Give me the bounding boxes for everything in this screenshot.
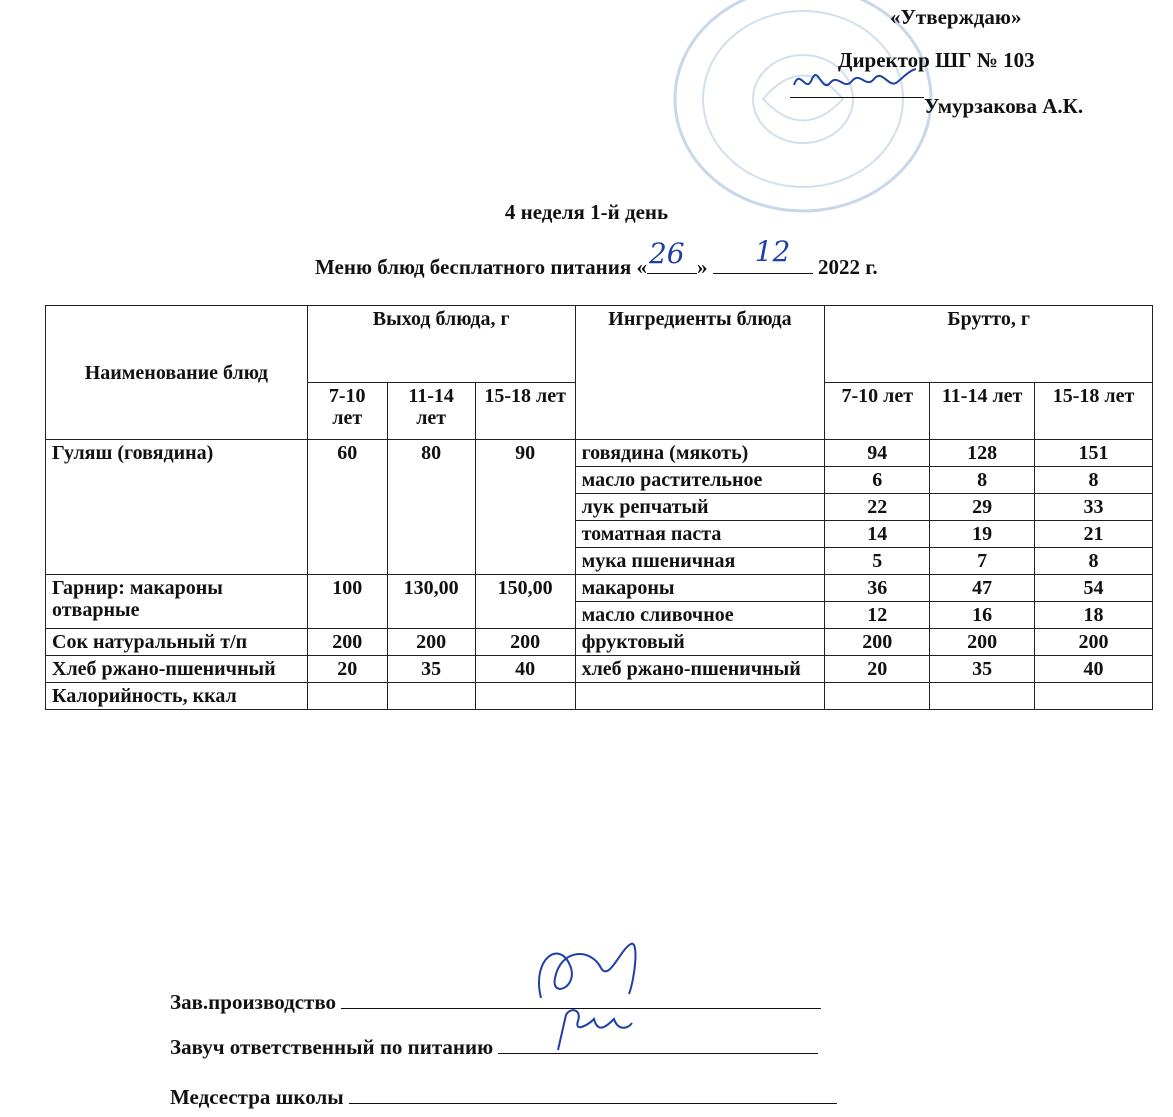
brutto-value: 8 (1035, 548, 1153, 575)
brutto-value: 16 (930, 602, 1035, 629)
brutto-value: 128 (930, 440, 1035, 467)
brutto-value: 200 (1035, 629, 1153, 656)
brutto-value: 94 (825, 440, 930, 467)
brutto-value: 14 (825, 521, 930, 548)
handwritten-signature-icon (521, 938, 661, 1008)
calories-brutto-empty (1035, 683, 1153, 710)
brutto-value: 8 (930, 467, 1035, 494)
zavuch-signature-line (498, 1035, 818, 1054)
calories-value (307, 683, 387, 710)
approve-label: «Утверждаю» (890, 5, 1022, 29)
director-signature-line (790, 79, 1083, 119)
quote-close: » (696, 255, 708, 279)
year-label: 2022 г. (817, 255, 878, 279)
header-output-7-10: 7-10 лет (307, 383, 387, 440)
week-day-title: 4 неделя 1-й день (504, 200, 669, 224)
signature-nurse (170, 1085, 837, 1110)
ingredient-name: фруктовый (575, 629, 825, 656)
menu-title (315, 235, 878, 280)
brutto-value: 22 (825, 494, 930, 521)
header-dish-name: Наименование блюд (46, 306, 308, 440)
ingredient-name: масло сливочное (575, 602, 825, 629)
brutto-value: 33 (1035, 494, 1153, 521)
output-value: 80 (387, 440, 475, 575)
brutto-value: 6 (825, 467, 930, 494)
output-value: 35 (387, 656, 475, 683)
table-row (46, 629, 1153, 656)
day-field (647, 237, 697, 274)
calories-brutto-empty (825, 683, 930, 710)
output-value: 60 (307, 440, 387, 575)
header-brutto-7-10: 7-10 лет (825, 383, 930, 440)
handwritten-signature-icon (790, 65, 924, 99)
month-field (713, 235, 813, 274)
output-value: 20 (307, 656, 387, 683)
signature-zavuch (170, 1035, 818, 1060)
output-value: 200 (307, 629, 387, 656)
ingredient-name: мука пшеничная (575, 548, 825, 575)
brutto-value: 7 (930, 548, 1035, 575)
calories-value (387, 683, 475, 710)
dish-name: Хлеб ржано-пшеничный (46, 656, 308, 683)
header-brutto: Брутто, г (825, 306, 1153, 383)
output-value: 200 (387, 629, 475, 656)
brutto-value: 200 (825, 629, 930, 656)
ingredient-name: томатная паста (575, 521, 825, 548)
month-value: 12 (754, 235, 791, 268)
table-row-calories (46, 683, 1153, 710)
ingredient-name: хлеб ржано-пшеничный (575, 656, 825, 683)
calories-brutto-empty (930, 683, 1035, 710)
production-label: Зав.производство (170, 990, 337, 1014)
table-row (46, 656, 1153, 683)
brutto-value: 8 (1035, 467, 1153, 494)
nurse-signature-line (349, 1085, 837, 1104)
output-value: 150,00 (475, 575, 575, 629)
dish-name: Сок натуральный т/п (46, 629, 308, 656)
handwritten-signature-icon (548, 1005, 638, 1055)
brutto-value: 18 (1035, 602, 1153, 629)
table-row (46, 440, 1153, 467)
zavuch-label: Завуч ответственный по питанию (170, 1035, 494, 1059)
ingredient-name: масло растительное (575, 467, 825, 494)
brutto-value: 12 (825, 602, 930, 629)
header-output: Выход блюда, г (307, 306, 575, 383)
header-output-11-14: 11-14 лет (387, 383, 475, 440)
nurse-label: Медсестра школы (170, 1085, 344, 1109)
header-output-15-18: 15-18 лет (475, 383, 575, 440)
brutto-value: 19 (930, 521, 1035, 548)
brutto-value: 20 (825, 656, 930, 683)
brutto-value: 36 (825, 575, 930, 602)
ingredient-name: лук репчатый (575, 494, 825, 521)
brutto-value: 5 (825, 548, 930, 575)
output-value: 200 (475, 629, 575, 656)
calories-ingredient-empty (575, 683, 825, 710)
day-value: 26 (648, 237, 685, 270)
ingredient-name: говядина (мякоть) (575, 440, 825, 467)
menu-title-prefix: Меню блюд бесплатного питания « (315, 255, 647, 279)
brutto-value: 47 (930, 575, 1035, 602)
header-brutto-15-18: 15-18 лет (1035, 383, 1153, 440)
output-value: 40 (475, 656, 575, 683)
brutto-value: 54 (1035, 575, 1153, 602)
director-name: Умурзакова А.К. (924, 94, 1084, 118)
output-value: 90 (475, 440, 575, 575)
brutto-value: 40 (1035, 656, 1153, 683)
brutto-value: 29 (930, 494, 1035, 521)
brutto-value: 35 (930, 656, 1035, 683)
header-brutto-11-14: 11-14 лет (930, 383, 1035, 440)
director-signature (790, 79, 924, 98)
ingredient-name: макароны (575, 575, 825, 602)
dish-name: Гуляш (говядина) (46, 440, 308, 575)
output-value: 130,00 (387, 575, 475, 629)
brutto-value: 21 (1035, 521, 1153, 548)
calories-value (475, 683, 575, 710)
brutto-value: 200 (930, 629, 1035, 656)
table-header-row (46, 306, 1153, 383)
dish-name: Гарнир: макароны отварные (46, 575, 308, 629)
header-ingredients: Ингредиенты блюда (575, 306, 825, 440)
table-row (46, 575, 1153, 602)
calories-label: Калорийность, ккал (46, 683, 308, 710)
signature-production (170, 990, 821, 1015)
director-title: Директор ШГ № 103 (838, 48, 1035, 72)
menu-table (45, 305, 1153, 710)
brutto-value: 151 (1035, 440, 1153, 467)
output-value: 100 (307, 575, 387, 629)
